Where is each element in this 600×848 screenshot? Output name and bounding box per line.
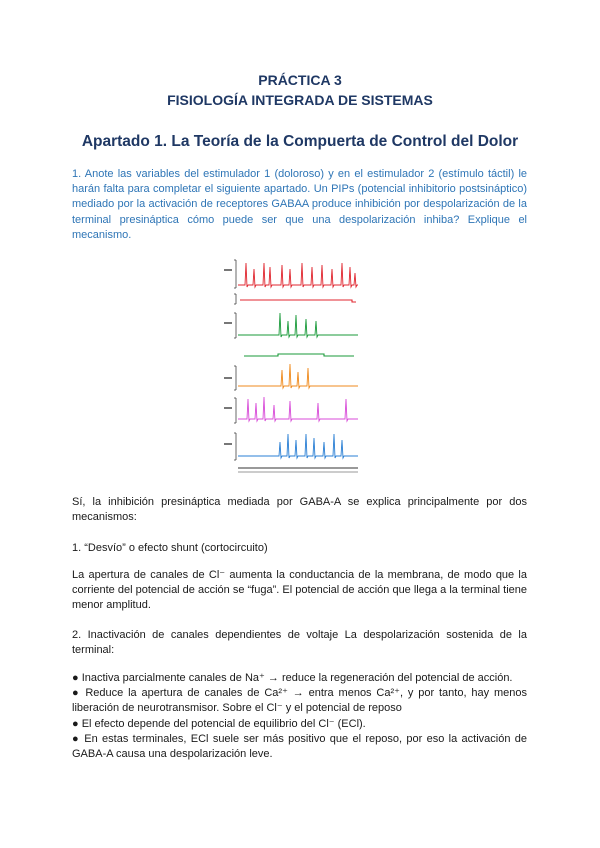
recording-figure bbox=[218, 255, 370, 477]
label-red bbox=[224, 269, 232, 271]
trace-green-spikes bbox=[238, 313, 358, 337]
mechanism-2-bullets bbox=[72, 671, 527, 762]
trace-green-stimulus bbox=[244, 354, 354, 356]
trace-orange-spikes bbox=[238, 364, 358, 388]
answer-intro: Sí, la inhibición presináptica mediada por GABA-A se explica principalmente por dos mecanismos: bbox=[72, 496, 527, 524]
practice-title: PRÁCTICA 3 bbox=[258, 72, 342, 88]
neural-traces-plot bbox=[218, 255, 370, 477]
label-green bbox=[224, 322, 232, 324]
label-magenta bbox=[224, 407, 232, 409]
list-item: ● Inactiva parcialmente canales de Na⁺ → reduce la regeneración del potencial de acción. bbox=[72, 671, 527, 686]
list-item: ● Reduce la apertura de canales de Ca²⁺ → entra menos Ca²⁺, y por tanto, hay menos liberación de neurotransmisor. Sobre el Cl⁻ y el potencial de reposo bbox=[72, 686, 527, 716]
list-item: ● El efecto depende del potencial de equilibrio del Cl⁻ (ECl). bbox=[72, 717, 527, 732]
course-title: FISIOLOGÍA INTEGRADA DE SISTEMAS bbox=[167, 92, 433, 108]
question-text: 1. Anote las variables del estimulador 1 (doloroso) y en el estimulador 2 (estímulo táctil) le harán falta para completar el siguiente apartado. Un PIPs (potencial inhibitorio postsináptico) mediado por la activación de receptores GABAA produce inhibición por despolarización de la terminal presináptica cómo puede ser que una despolarización inhiba? Explique el mecanismo. bbox=[72, 168, 527, 241]
label-blue bbox=[224, 443, 232, 445]
section-title: Apartado 1. La Teoría de la Compuerta de Control del Dolor bbox=[81, 133, 519, 150]
trace-red-stimulus bbox=[240, 300, 356, 302]
mechanism-2-title: 2. Inactivación de canales dependientes de voltaje La despolarización sostenida de la terminal: bbox=[72, 629, 527, 657]
label-orange bbox=[224, 377, 232, 379]
mechanism-1-title: 1. “Desvío” o efecto shunt (cortocircuito) bbox=[72, 542, 268, 554]
trace-magenta-spikes bbox=[238, 397, 358, 421]
document-header bbox=[0, 70, 600, 110]
list-item: ● En estas terminales, ECl suele ser más positivo que el reposo, por eso la activación de GABA-A causa una despolarización leve. bbox=[72, 732, 527, 762]
trace-blue-spikes bbox=[238, 434, 358, 458]
mechanism-1-body: La apertura de canales de Cl⁻ aumenta la conductancia de la membrana, de modo que la corriente del potencial de acción se “fuga”. El potencial de acción que llega a la terminal tiene menor amplitud. bbox=[72, 569, 527, 612]
trace-red-spikes bbox=[238, 263, 358, 287]
